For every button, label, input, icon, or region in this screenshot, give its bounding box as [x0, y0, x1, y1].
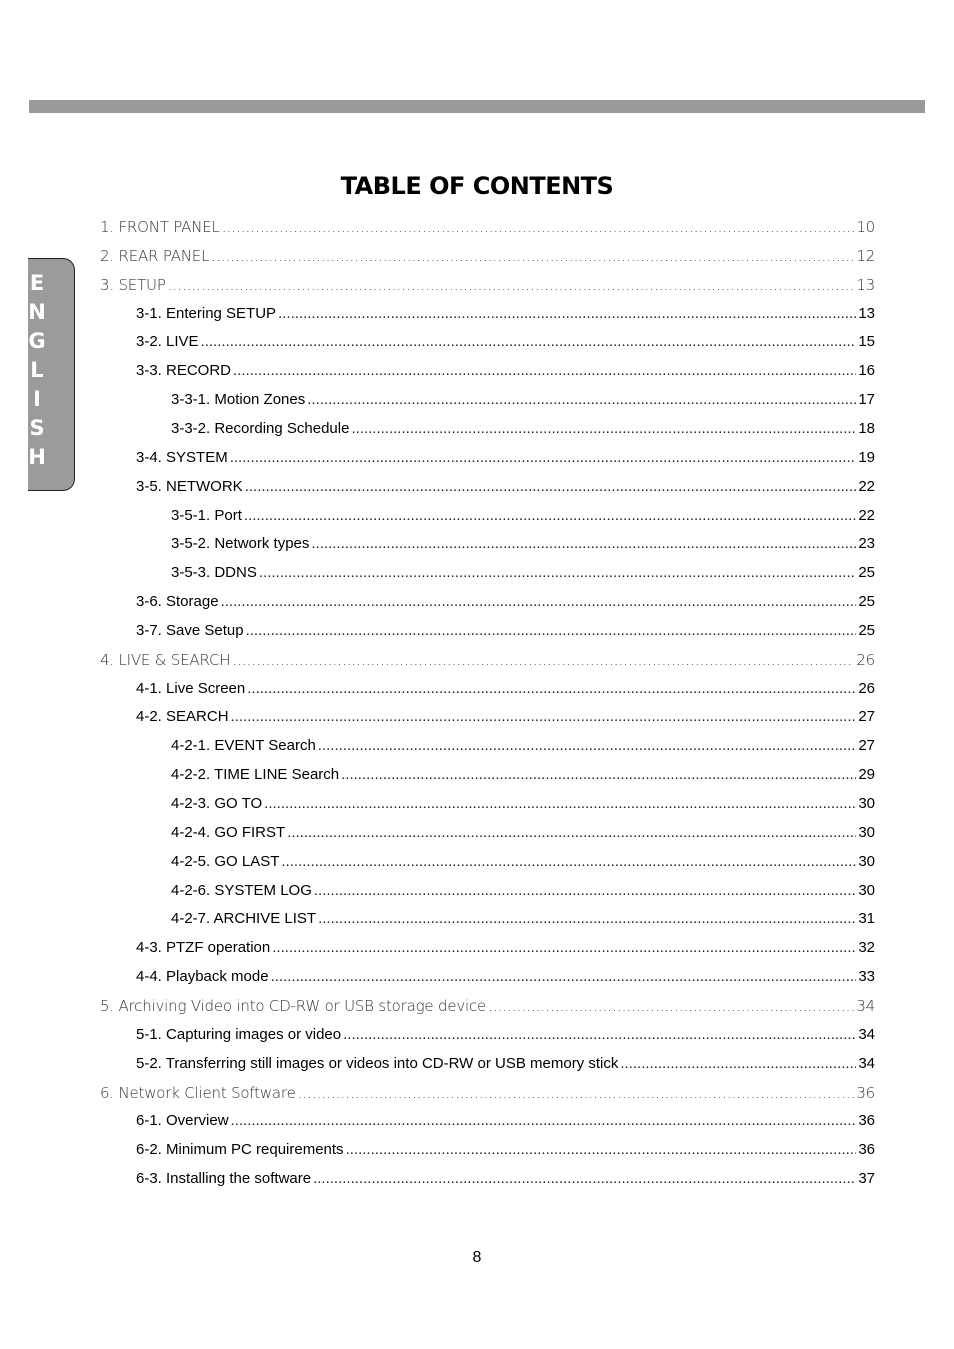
- toc-entry-page: 33: [858, 968, 875, 985]
- language-tab-letter: E: [29, 271, 45, 295]
- toc-entry[interactable]: [100, 651, 875, 671]
- toc-leader-dots: [244, 507, 856, 524]
- toc-entry-page: 13: [858, 305, 875, 322]
- toc-leader-dots: [246, 622, 857, 639]
- page-number: 8: [472, 1249, 482, 1266]
- toc-entry[interactable]: [136, 1141, 875, 1161]
- toc-leader-dots: [222, 218, 855, 236]
- toc-entry-label: 4-1. Live Screen: [136, 680, 246, 697]
- language-tab-letter: H: [28, 445, 46, 469]
- toc-leader-dots: [231, 708, 857, 725]
- toc-entry[interactable]: [136, 680, 875, 700]
- toc-entry-label: 6-2. Minimum PC requirements: [136, 1141, 344, 1158]
- toc-entry[interactable]: [136, 478, 875, 498]
- toc-entry-label: 5-2. Transferring still images or videos into CD-RW or USB memory stick: [136, 1055, 619, 1072]
- toc-entry-label: 4. LIVE & SEARCH: [100, 651, 231, 669]
- language-tab-letter: N: [28, 300, 46, 324]
- toc-entry[interactable]: [136, 1026, 875, 1046]
- toc-entry[interactable]: [136, 449, 875, 469]
- toc-entry[interactable]: [136, 305, 875, 325]
- toc-entry-page: 26: [858, 680, 875, 697]
- toc-entry-label: 4-2-7. ARCHIVE LIST: [171, 910, 317, 927]
- toc-leader-dots: [232, 651, 854, 669]
- toc-entry-page: 37: [858, 1170, 875, 1187]
- toc-entry-label: 4-2-6. SYSTEM LOG: [171, 882, 312, 899]
- toc-entry[interactable]: [171, 853, 875, 873]
- toc-entry[interactable]: [100, 247, 875, 267]
- toc-entry[interactable]: [171, 766, 875, 786]
- toc-entry-label: 3-3. RECORD: [136, 362, 232, 379]
- toc-entry-page: 34: [856, 997, 875, 1015]
- toc-leader-dots: [620, 1055, 856, 1072]
- toc-entry-label: 4-3. PTZF operation: [136, 939, 271, 956]
- toc-entry-label: 6-3. Installing the software: [136, 1170, 312, 1187]
- toc-leader-dots: [168, 276, 855, 294]
- toc-entry-label: 6-1. Overview: [136, 1112, 229, 1129]
- toc-entry-page: 36: [858, 1112, 875, 1129]
- page-title: TABLE OF CONTENTS: [340, 172, 614, 200]
- toc-entry-page: 16: [858, 362, 875, 379]
- toc-leader-dots: [221, 593, 857, 610]
- toc-entry[interactable]: [100, 1084, 875, 1104]
- toc-entry-page: 30: [858, 795, 875, 812]
- toc-entry-page: 15: [858, 333, 875, 350]
- toc-entry-label: 3-4. SYSTEM: [136, 449, 228, 466]
- toc-leader-dots: [272, 939, 856, 956]
- toc-entry-label: 3-3-2. Recording Schedule: [171, 420, 350, 437]
- toc-leader-dots: [488, 997, 854, 1015]
- toc-entry-page: 30: [858, 824, 875, 841]
- toc-entry-page: 32: [858, 939, 875, 956]
- toc-leader-dots: [233, 362, 856, 379]
- toc-entry[interactable]: [171, 564, 875, 584]
- toc-leader-dots: [318, 737, 857, 754]
- toc-entry[interactable]: [171, 824, 875, 844]
- toc-leader-dots: [247, 680, 856, 697]
- toc-leader-dots: [341, 766, 856, 783]
- toc-leader-dots: [313, 1170, 856, 1187]
- toc-leader-dots: [311, 535, 856, 552]
- toc-entry-page: 26: [856, 651, 875, 669]
- language-tab-letter: G: [28, 329, 46, 353]
- toc-leader-dots: [314, 882, 856, 899]
- toc-entry-label: 4-2-5. GO LAST: [171, 853, 280, 870]
- toc-leader-dots: [211, 247, 854, 265]
- toc-entry-page: 22: [858, 478, 875, 495]
- toc-entry-label: 3-5-1. Port: [171, 507, 242, 524]
- toc-leader-dots: [264, 795, 856, 812]
- language-tab: [28, 258, 75, 491]
- toc-leader-dots: [346, 1141, 857, 1158]
- toc-entry[interactable]: [171, 391, 875, 411]
- toc-entry-page: 10: [856, 218, 875, 236]
- toc-entry-label: 1. FRONT PANEL: [100, 218, 220, 236]
- toc-entry[interactable]: [100, 997, 875, 1017]
- toc-entry-page: 30: [858, 853, 875, 870]
- toc-entry-page: 13: [856, 276, 875, 294]
- toc-entry[interactable]: [171, 795, 875, 815]
- toc-entry[interactable]: [171, 507, 875, 527]
- toc-entry-page: 29: [858, 766, 875, 783]
- toc-leader-dots: [201, 333, 857, 350]
- toc-entry-label: 3-7. Save Setup: [136, 622, 244, 639]
- toc-entry-label: 4-2-4. GO FIRST: [171, 824, 286, 841]
- toc-entry[interactable]: [171, 910, 875, 930]
- toc-entry-page: 17: [858, 391, 875, 408]
- toc-entry-label: 3-5. NETWORK: [136, 478, 243, 495]
- toc-entry-label: 3. SETUP: [100, 276, 166, 294]
- toc-leader-dots: [271, 968, 857, 985]
- toc-entry[interactable]: [100, 218, 875, 238]
- toc-leader-dots: [231, 1112, 857, 1129]
- toc-entry[interactable]: [136, 622, 875, 642]
- toc-entry-page: 34: [858, 1055, 875, 1072]
- toc-leader-dots: [298, 1084, 855, 1102]
- toc-entry[interactable]: [136, 593, 875, 613]
- toc-entry-page: 34: [858, 1026, 875, 1043]
- toc-entry-label: 4-2-1. EVENT Search: [171, 737, 316, 754]
- toc-entry-label: 3-6. Storage: [136, 593, 219, 610]
- toc-leader-dots: [281, 853, 856, 870]
- toc-entry-page: 22: [858, 507, 875, 524]
- toc-entry[interactable]: [136, 333, 875, 353]
- toc-entry-label: 3-5-3. DDNS: [171, 564, 257, 581]
- toc-entry-page: 30: [858, 882, 875, 899]
- toc-entry-label: 2. REAR PANEL: [100, 247, 210, 265]
- toc-leader-dots: [343, 1026, 856, 1043]
- toc-leader-dots: [307, 391, 856, 408]
- toc-entry-page: 36: [858, 1141, 875, 1158]
- toc-entry-label: 3-3-1. Motion Zones: [171, 391, 306, 408]
- toc-entry[interactable]: [171, 882, 875, 902]
- toc-entry[interactable]: [100, 276, 875, 296]
- toc-entry-label: 5-1. Capturing images or video: [136, 1026, 342, 1043]
- toc-entry[interactable]: [171, 420, 875, 440]
- toc-entry[interactable]: [136, 968, 875, 988]
- toc-entry-label: 6. Network Client Software: [100, 1084, 296, 1102]
- toc-entry[interactable]: [136, 939, 875, 959]
- toc-leader-dots: [230, 449, 857, 466]
- toc-entry-page: 12: [856, 247, 875, 265]
- toc-entry-page: 18: [858, 420, 875, 437]
- toc-entry-label: 4-2-2. TIME LINE Search: [171, 766, 340, 783]
- toc-entry-page: 31: [858, 910, 875, 927]
- toc-entry[interactable]: [136, 1170, 875, 1190]
- toc-leader-dots: [351, 420, 856, 437]
- toc-leader-dots: [259, 564, 856, 581]
- toc-entry-label: 4-2. SEARCH: [136, 708, 229, 725]
- toc-entry[interactable]: [171, 737, 875, 757]
- toc-entry-label: 4-4. Playback mode: [136, 968, 269, 985]
- toc-entry-page: 19: [858, 449, 875, 466]
- toc-entry-label: 3-2. LIVE: [136, 333, 199, 350]
- toc-entry-page: 36: [856, 1084, 875, 1102]
- toc-leader-dots: [278, 305, 856, 322]
- toc-entry-label: 3-5-2. Network types: [171, 535, 310, 552]
- toc-leader-dots: [245, 478, 857, 495]
- toc-leader-dots: [318, 910, 856, 927]
- header-bar: [29, 100, 925, 113]
- toc-entry[interactable]: [136, 708, 875, 728]
- toc-entry-label: 5. Archiving Video into CD-RW or USB storage device: [100, 997, 487, 1015]
- language-tab-letter: I: [33, 387, 41, 411]
- toc-entry-page: 23: [858, 535, 875, 552]
- toc-entry[interactable]: [136, 1055, 875, 1075]
- language-tab-letter: S: [29, 416, 45, 440]
- toc-entry[interactable]: [171, 535, 875, 555]
- toc-entry-page: 27: [858, 708, 875, 725]
- toc-entry[interactable]: [136, 1112, 875, 1132]
- toc-entry-page: 27: [858, 737, 875, 754]
- toc-entry-page: 25: [858, 593, 875, 610]
- toc-entry-page: 25: [858, 622, 875, 639]
- language-tab-letter: L: [30, 358, 44, 382]
- toc-entry-label: 3-1. Entering SETUP: [136, 305, 277, 322]
- toc-leader-dots: [287, 824, 856, 841]
- toc-entry-page: 25: [858, 564, 875, 581]
- toc-entry-label: 4-2-3. GO TO: [171, 795, 263, 812]
- toc-entry[interactable]: [136, 362, 875, 382]
